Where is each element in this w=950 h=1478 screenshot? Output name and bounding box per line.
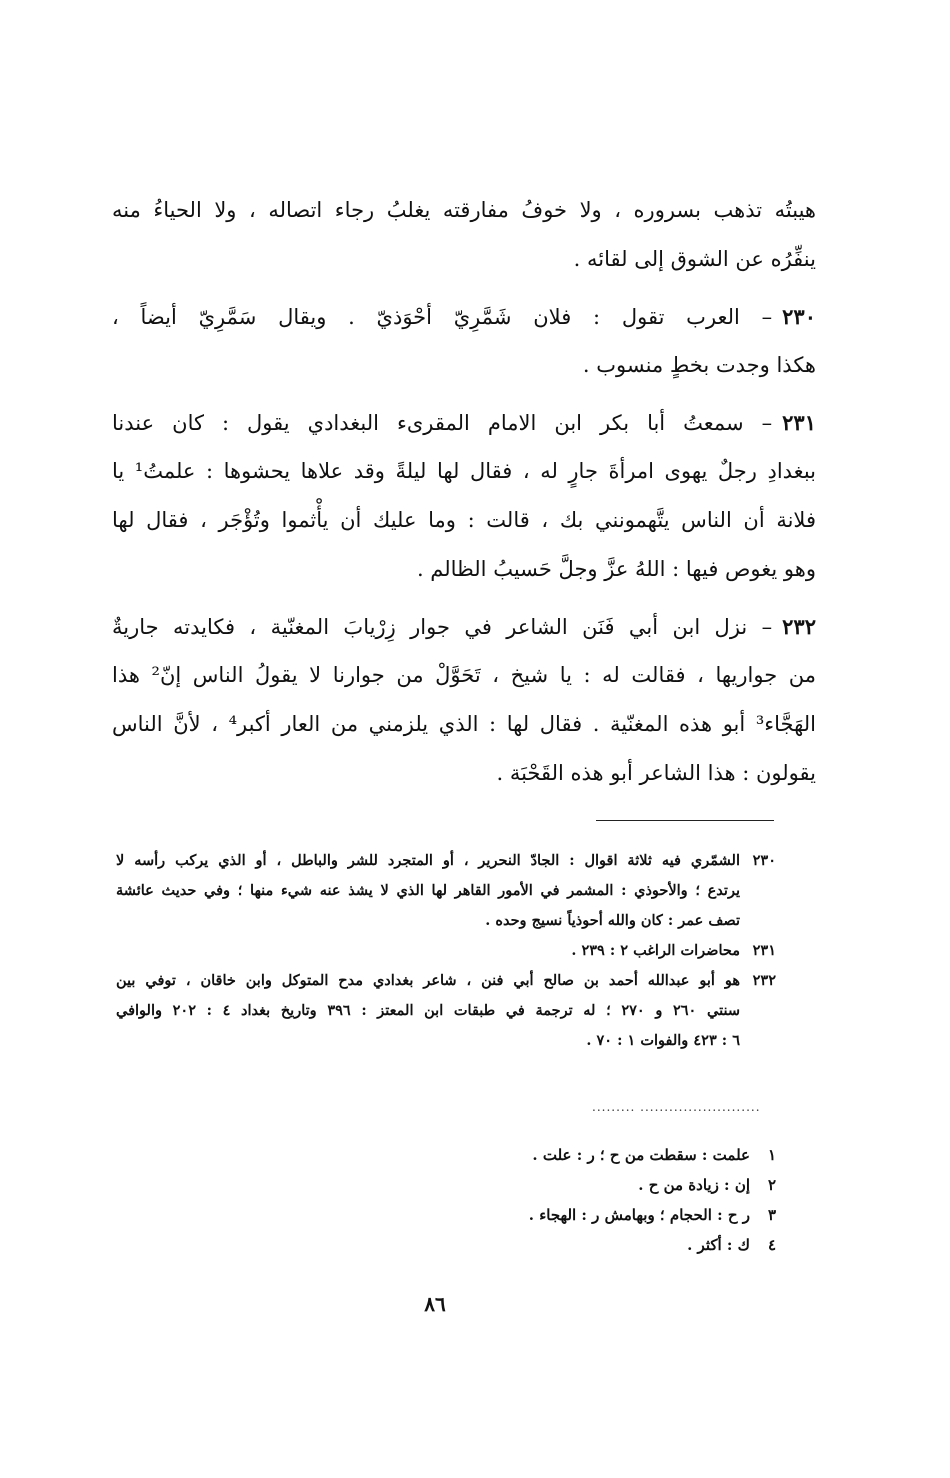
text-line: هيبتُه تذهب بسروره ، ولا خوفُ مفارقته يغلبُ رجاء اتصاله ، ولا الحياءُ منه (112, 198, 816, 222)
footnote-line: سنتي ٢٦٠ و ٢٧٠ ؛ له ترجمة في طبقات ابن المعتز : ٣٩٦ وتاريخ بغداد ٤ : ٢٠٢ والوافي (116, 1002, 740, 1019)
variant-item (400, 1200, 776, 1230)
text-line: هكذا وجدت بخطٍ منسوب . (582, 353, 816, 377)
main-text (112, 186, 816, 806)
footnote-text: هو أبو عبدالله أحمد بن صالح أبي فنن ، شاعر بغدادي مدح المتوكل وابن خاقان ، توفي بين (116, 972, 740, 989)
footnote-number: ٢٣١ (752, 942, 776, 959)
paragraph-text: – سمعتُ أبا بكر ابن الامام المقرىء البغدادي يقول : كان عندنا (112, 411, 773, 435)
variant-text: ر ح : الحجام ؛ وبهامش ر : الهجاء . (528, 1206, 750, 1224)
variant-text: ك : أكثر . (687, 1236, 750, 1254)
text-line: ببغدادِ رجلٌ يهوى امرأةَ جارٍ له ، فقال لها ليلةً وقد علاها يحشوها : علمتُ¹ يا (112, 459, 816, 483)
variant-number: ٣ (767, 1206, 776, 1224)
footnote-line (116, 846, 776, 876)
variant-text: إن : زيادة من ح . (638, 1176, 750, 1194)
footnote-line: ٦ : ٤٢٣ والفوات ١ : ٧٠ . (586, 1032, 740, 1049)
paragraph-text: – نزل ابن أبي فَنَن الشاعر في جوار زِرْيابَ المغنّية ، فكايدته جاريةٌ (112, 615, 773, 639)
page-number: ٨٦ (424, 1292, 446, 1316)
footnote-231 (116, 936, 776, 966)
footnote-number: ٢٣٢ (752, 972, 776, 989)
paragraph-text: – العرب تقول : فلان شَمَّرِيّ أحْوَذيّ . ويقال سَمَّرِيّ أيضاً ، (112, 305, 773, 329)
text-line (112, 398, 816, 447)
footnote-text: الشمّري فيه ثلاثة اقوال : الجادّ النحرير ، أو المتجرد للشر والباطل ، أو الذي يركب رأسه لا (116, 852, 740, 869)
footnote-232 (116, 966, 776, 1056)
footnote-divider (596, 820, 774, 821)
text-line: الهَجَّاء³ أبو هذه المغنّية . فقال لها : الذي يلزمني من العار أكبر⁴ ، لأنَّ الناس (112, 712, 816, 736)
variant-readings (400, 1140, 776, 1260)
text-line: من جواريها ، فقالت له : يا شيخ ، تَحَوَّلْ من جوارنا لا يقولُ الناس إنّ² هذا (112, 663, 816, 687)
paragraph-231 (112, 398, 816, 594)
text-line (112, 602, 816, 651)
paragraph-232 (112, 602, 816, 798)
variant-number: ٢ (767, 1176, 776, 1194)
footnote-line (116, 966, 776, 996)
variant-item (400, 1140, 776, 1170)
variants-divider: ......... ......................... (592, 1100, 761, 1114)
variant-number: ٤ (767, 1236, 776, 1254)
paragraph-230 (112, 292, 816, 390)
footnote-text: محاضرات الراغب ٢ : ٢٣٩ . (571, 942, 740, 959)
text-line: وهو يغوص فيها : اللهُ عزَّ وجلَّ حَسيبُ الظالم . (416, 557, 816, 581)
paragraph-continuation (112, 186, 816, 284)
variant-item (400, 1230, 776, 1260)
footnote-line: يرتدع ؛ والأحوذي : المشمر في الأمور القاهر لها الذي لا يشذ عنه شيء منها ؛ وفي حديث عائشة (116, 882, 740, 899)
variant-text: علمت : سقطت من ح ؛ ر : علت . (532, 1146, 750, 1164)
text-line: ينفِّرُه عن الشوق إلى لقائه . (573, 247, 816, 271)
paragraph-number: ٢٣٠ (782, 304, 816, 329)
text-line: يقولون : هذا الشاعر أبو هذه القَحْبَة . (496, 761, 816, 785)
text-line (112, 292, 816, 341)
paragraph-number: ٢٣١ (782, 410, 816, 435)
variant-number: ١ (767, 1146, 776, 1164)
variant-item (400, 1170, 776, 1200)
paragraph-number: ٢٣٢ (782, 614, 816, 639)
footnote-line: تصف عمر : كان والله أحوذياً نسيج وحده . (485, 912, 740, 929)
footnote-line (116, 936, 776, 966)
footnotes (116, 846, 776, 1056)
footnote-number: ٢٣٠ (752, 852, 776, 869)
text-line: فلانة أن الناس يتَّهمونني بك ، قالت : وما عليك أن يأْثموا وتُؤْجَر ، فقال لها (112, 508, 816, 532)
footnote-230 (116, 846, 776, 936)
